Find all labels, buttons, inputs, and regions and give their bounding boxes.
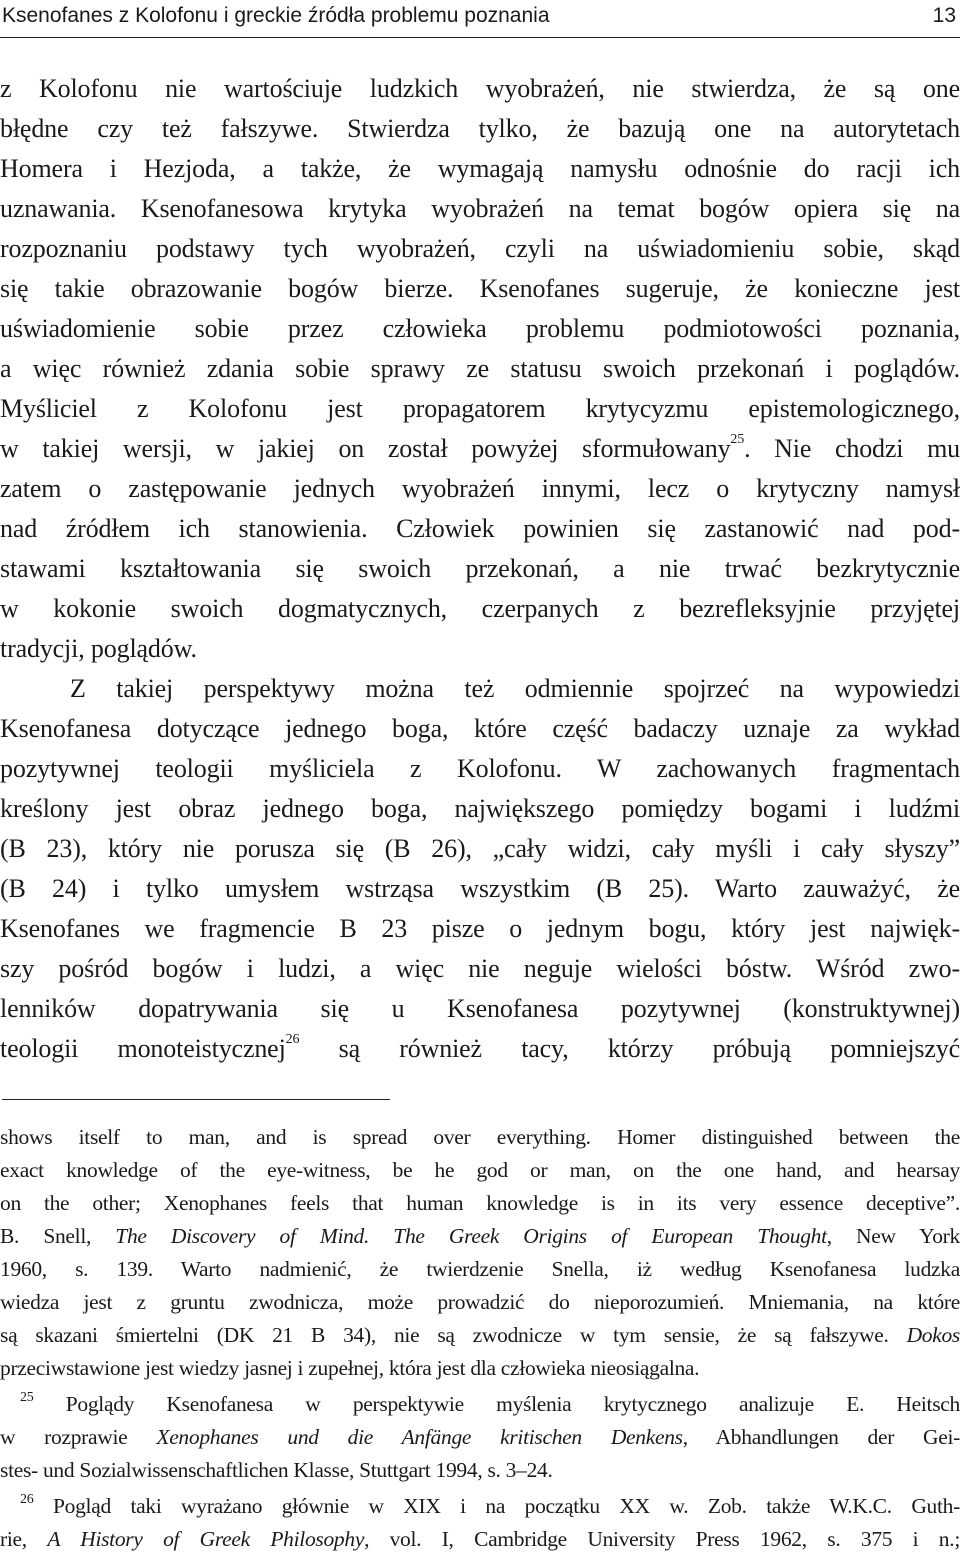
- body-line: (B 23), który nie porusza się (B 26), „cały widzi, cały myśli i cały słyszy”: [0, 834, 960, 863]
- footnote-line: stes- und Sozialwissenschaftlichen Klasse, Stuttgart 1994, s. 3–24.: [0, 1458, 553, 1482]
- footnote-line: 1960, s. 139. Warto nadmienić, że twierdzenie Snella, iż według Ksenofanesa ludzka: [0, 1257, 960, 1281]
- body-line: w kokonie swoich dogmatycznych, czerpanych z bezrefleksyjnie przyjętej: [0, 594, 960, 623]
- body-line: się takie obrazowanie bogów bierze. Ksenofanes sugeruje, że konieczne jest: [0, 274, 960, 303]
- body-line: uznawania. Ksenofanesowa krytyka wyobrażeń na temat bogów opiera się na: [0, 194, 960, 223]
- footnote-26: [0, 1494, 960, 1519]
- body-line: pozytywnej teologii myśliciela z Kolofonu. W zachowanych fragmentach: [0, 754, 960, 783]
- footnote-line: on the other; Xenophanes feels that human knowledge is in its very essence deceptive”.: [0, 1191, 960, 1215]
- footnote-line: [0, 1425, 960, 1450]
- running-title: Ksenofanes z Kolofonu i greckie źródła problemu poznania: [2, 4, 550, 27]
- body-line: szy pośród bogów i ludzi, a więc nie neguje wielości bóstw. Wśród zwo-: [0, 954, 960, 983]
- footnote-ref-26[interactable]: 26: [285, 1034, 300, 1047]
- book-title: A History of Greek Philosophy: [47, 1527, 365, 1551]
- footnote-text: B. Snell,: [0, 1224, 116, 1248]
- body-line: Ksenofanes we fragmencie B 23 pisze o jednym bogu, który jest najwięk-: [0, 914, 960, 943]
- footnote-text: Poglądy Ksenofanesa w perspektywie myślenia krytycznego analizuje E. Heitsch: [65, 1392, 960, 1416]
- footnote-text: Pogląd taki wyrażano głównie w XIX i na początku XX w. Zob. także W.K.C. Guth-: [52, 1494, 960, 1518]
- footnote-text: rie,: [0, 1527, 48, 1551]
- footnote-number: 25: [20, 1392, 34, 1405]
- footnote-line: [0, 1224, 960, 1249]
- body-line-text: . Nie chodzi mu: [744, 434, 960, 463]
- body-line: lenników dopatrywania się u Ksenofanesa pozytywnej (konstruktywnej): [0, 994, 960, 1023]
- footnote-line: przeciwstawione jest wiedzy jasnej i zupełnej, która jest dla człowieka nieosiągalna.: [0, 1356, 700, 1380]
- header-rule: [0, 37, 960, 38]
- body-line-text: są również tacy, którzy próbują pomniejszyć: [338, 1034, 960, 1063]
- page-number: 13: [932, 4, 956, 27]
- body-line: a więc również zdania sobie sprawy ze statusu swoich przekonań i poglądów.: [0, 354, 960, 383]
- body-line: zatem o zastępowanie jednych wyobrażeń innymi, lecz o krytyczny namysł: [0, 474, 960, 503]
- body-line: błędne czy też fałszywe. Stwierdza tylko, że bazują one na autorytetach: [0, 114, 960, 143]
- body-line: Homera i Hezjoda, a także, że wymagają namysłu odnośnie do racji ich: [0, 154, 960, 183]
- body-line: [0, 1034, 960, 1064]
- footnote-text: w rozprawie: [0, 1425, 157, 1449]
- footnote-line: wiedza jest z gruntu zwodnicza, może prowadzić do nieporozumień. Mniemania, na które: [0, 1290, 960, 1314]
- body-line: Ksenofanesa dotyczące jednego boga, które część badaczy uznaje za wykład: [0, 714, 960, 743]
- body-line: z Kolofonu nie wartościuje ludzkich wyobrażeń, nie stwierdza, że są one: [0, 74, 960, 103]
- footnote-text: , Abhandlungen der Gei-: [682, 1425, 960, 1449]
- footnote-number: 26: [20, 1494, 34, 1507]
- body-line: Z takiej perspektywy można też odmiennie spojrzeć na wypowiedzi: [70, 674, 960, 703]
- footnote-line: [0, 1323, 960, 1348]
- footnote-text: , vol. I, Cambridge University Press 1962, s. 375 i n.;: [364, 1527, 960, 1551]
- body-line: stawami kształtowania się swoich przekonań, a nie trwać bezkrytycznie: [0, 554, 960, 583]
- footnote-text: są skazani śmiertelni (DK 21 B 34), nie są zwodnicze w tym sensie, że są fałszywe.: [0, 1323, 907, 1347]
- footnote-line: shows itself to man, and is spread over everything. Homer distinguished between the: [0, 1125, 960, 1149]
- footnote-ref-25[interactable]: 25: [730, 434, 745, 447]
- body-line: [0, 434, 960, 464]
- footnote-line: [0, 1527, 960, 1552]
- footnote-text: , New York: [826, 1224, 960, 1248]
- body-line-text: teologii monoteistycznej: [0, 1034, 286, 1063]
- book-title: Xenophanes und die Anfänge kritischen Denkens: [156, 1425, 683, 1449]
- footnote-25: [0, 1392, 960, 1417]
- body-line: kreślony jest obraz jednego boga, największego pomiędzy bogami i ludźmi: [0, 794, 960, 823]
- body-line: (B 24) i tylko umysłem wstrząsa wszystkim (B 25). Warto zauważyć, że: [0, 874, 960, 903]
- body-line: tradycji, poglądów.: [0, 634, 197, 663]
- body-line: rozpoznaniu podstawy tych wyobrażeń, czyli na uświadomieniu sobie, skąd: [0, 234, 960, 263]
- footnote-rule: [2, 1099, 390, 1100]
- running-header: [0, 0, 960, 34]
- body-line: nad źródłem ich stanowienia. Człowiek powinien się zastanowić nad pod-: [0, 514, 960, 543]
- body-line: uświadomienie sobie przez człowieka problemu podmiotowości poznania,: [0, 314, 960, 343]
- italic-term: Dokos: [906, 1323, 960, 1347]
- footnote-line: exact knowledge of the eye-witness, be he god or man, on the one hand, and hearsay: [0, 1158, 960, 1182]
- book-title: The Discovery of Mind. The Greek Origins of European Thought: [115, 1224, 827, 1248]
- body-line: Myśliciel z Kolofonu jest propagatorem krytycyzmu epistemologicznego,: [0, 394, 960, 423]
- body-line-text: w takiej wersji, w jakiej on został powyżej sformułowany: [0, 434, 731, 463]
